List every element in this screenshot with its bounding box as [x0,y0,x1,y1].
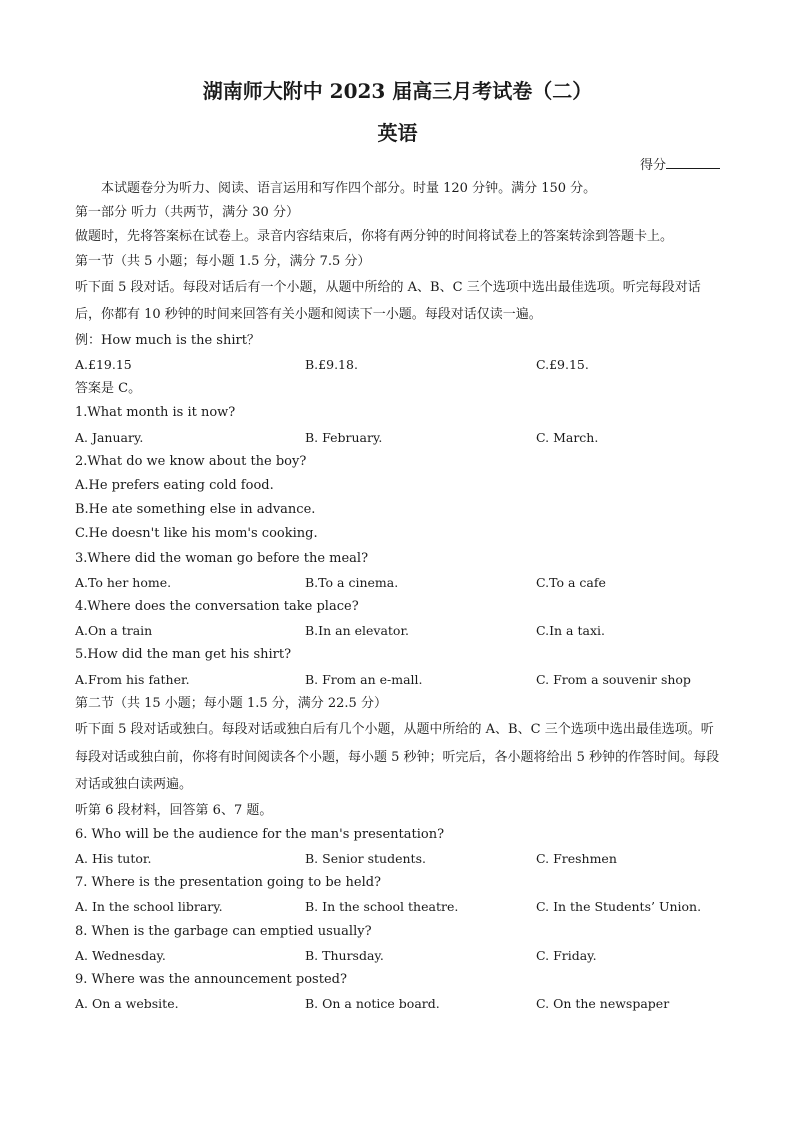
exam-title: 湖南师大附中 2023 届高三月考试卷（二） [202,79,593,103]
example-question: 例：How much is the shirt？ [75,332,260,348]
option-a: A. In the school library. [75,899,223,915]
question-3: 3.Where did the woman go before the meal? [75,550,369,566]
question-6-options [75,847,720,871]
question-3-options [75,571,720,595]
intro-text: 本试题卷分为听力、阅读、语言运用和写作四个部分。时量 120 分钟。满分 150 分。 [101,181,597,196]
option-c: C. On the newspaper [536,996,670,1012]
option-c: C. In the Students’ Union. [536,899,702,915]
material-note: 听第 6 段材料，回答第 6、7 题。 [75,802,273,818]
section2-heading: 第二节（共 15 小题；每小题 1.5 分，满分 22.5 分） [75,695,387,711]
option-a: A.£19.15 [75,357,132,373]
option-b: B.£9.18. [305,357,358,373]
question-2: 2.What do we know about the boy? [75,453,307,469]
option-c: C. Freshmen [536,850,617,866]
option-a: A. His tutor. [75,850,152,866]
part1-heading: 第一部分 听力（共两节，满分 30 分） [75,205,299,221]
option-b: B. February. [305,429,383,445]
question-7: 7. Where is the presentation going to be held? [75,875,382,891]
option-c: C. Friday. [536,947,597,963]
question-9-options [75,992,720,1016]
question-9: 9. Where was the announcement posted? [75,971,347,987]
section1-instruction: 听下面 5 段对话。每段对话后有一个小题，从题中所给的 A、B、C 三个选项中选出最佳选项。听完每段对话后，你都有 10 秒钟的时间来回答有关小题和阅读下一小题。每段对话仅读一遍。 [75,279,701,323]
option-c: C. From a souvenir shop [536,671,691,687]
option-c: C.£9.15. [536,357,589,373]
option-a: A.From his father. [75,671,190,687]
option-a: A. January. [75,429,144,445]
option-a: A. Wednesday. [75,947,166,963]
example-answer: 答案是 C。 [75,381,142,397]
option-b: B.In an elevator. [305,623,410,639]
option-a: A.To her home. [75,574,172,590]
option-a: A. On a website. [75,996,179,1012]
score-blank [666,154,720,169]
question-4-options [75,619,720,643]
option-b: B. Thursday. [305,947,384,963]
score-label: 得分 [639,158,666,173]
question-1: 1.What month is it now? [75,405,236,421]
subject-title: 英语 [377,121,418,145]
section2-instruction: 听下面 5 段对话或独白。每段对话或独白后有几个小题，从题中所给的 A、B、C 三个选项中选出最佳选项。听每段对话或独白前，你将有时间阅读各个小题，每小题 5 秒钟；听完后，各小题将给出 5 秒钟的作答时间。每段对话或独白读两遍。 [75,722,720,793]
question-5: 5.How did the man get his shirt? [75,647,292,663]
score-field [75,154,720,177]
option-b: B. In the school theatre. [305,899,459,915]
question-8-options [75,944,720,968]
option-c: C.To a cafe [536,574,606,590]
question-1-options [75,426,720,450]
option-c: C.In a taxi. [536,623,605,639]
option-b: B. Senior students. [305,850,426,866]
section1-heading: 第一节（共 5 小题；每小题 1.5 分，满分 7.5 分） [75,253,371,269]
exam-page [75,72,720,1016]
option-b: B. From an e-mall. [305,671,423,687]
example-options [75,353,720,377]
option-b: B. On a notice board. [305,996,440,1012]
question-6: 6. Who will be the audience for the man's presentation? [75,826,445,842]
question-4: 4.Where does the conversation take place? [75,599,359,615]
question-5-options [75,668,720,692]
option-a: A.He prefers eating cold food. [75,478,274,494]
option-b: B.He ate something else in advance. [75,502,316,518]
part1-instruction: 做题时，先将答案标在试卷上。录音内容结束后，你将有两分钟的时间将试卷上的答案转涂到答题卡上。 [75,229,674,245]
option-c: C. March. [536,429,599,445]
option-c: C.He doesn't like his mom's cooking. [75,526,318,542]
option-b: B.To a cinema. [305,574,399,590]
question-7-options [75,895,720,919]
question-8: 8. When is the garbage can emptied usually? [75,923,372,939]
option-a: A.On a train [75,623,153,639]
